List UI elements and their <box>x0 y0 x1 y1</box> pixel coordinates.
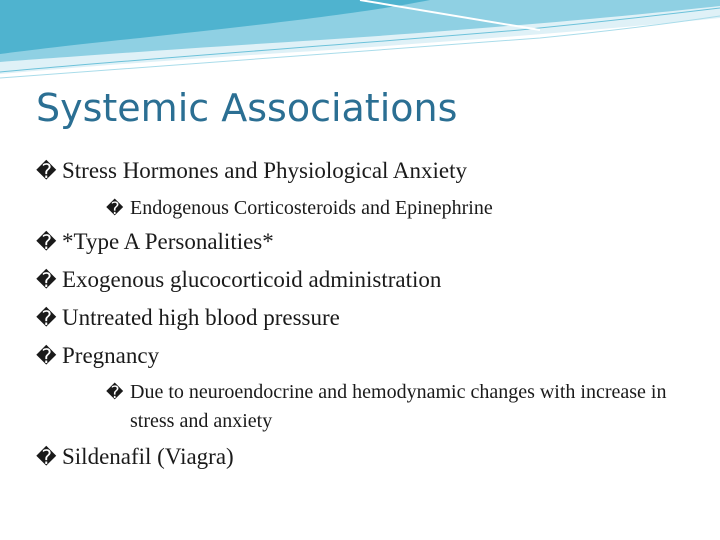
bullet-item-hypertension <box>36 305 340 331</box>
bullet-text: Endogenous Corticosteroids and Epinephrine <box>130 197 493 219</box>
header-wave-decoration <box>0 0 720 90</box>
bullet-text: Exogenous glucocorticoid administration <box>62 267 442 292</box>
slide-title: Systemic Associations <box>36 86 458 130</box>
bullet-item-exogenous <box>36 267 441 293</box>
bullet-text: Untreated high blood pressure <box>62 305 340 330</box>
bullet-marker-icon: � <box>36 346 57 368</box>
bullet-item-stress-hormones <box>36 158 467 184</box>
bullet-marker-icon: � <box>36 161 57 183</box>
sub-bullet-item-neuroendocrine <box>106 378 690 436</box>
bullet-marker-icon: � <box>36 232 57 254</box>
sub-bullet-item-endogenous <box>106 197 493 220</box>
bullet-text: *Type A Personalities* <box>62 229 274 254</box>
bullet-text: Stress Hormones and Physiological Anxiety <box>62 158 468 183</box>
bullet-marker-icon: � <box>36 270 57 292</box>
bullet-text: Pregnancy <box>62 343 160 368</box>
bullet-text: Sildenafil (Viagra) <box>62 444 234 469</box>
bullet-marker-icon: � <box>106 199 124 218</box>
bullet-text: Due to neuroendocrine and hemodynamic changes with increase in stress and anxiety <box>130 381 667 432</box>
bullet-item-sildenafil <box>36 444 234 470</box>
bullet-item-pregnancy <box>36 343 159 369</box>
bullet-item-type-a <box>36 229 274 255</box>
bullet-marker-icon: � <box>36 308 57 330</box>
bullet-marker-icon: � <box>36 447 57 469</box>
bullet-marker-icon: � <box>106 383 124 402</box>
